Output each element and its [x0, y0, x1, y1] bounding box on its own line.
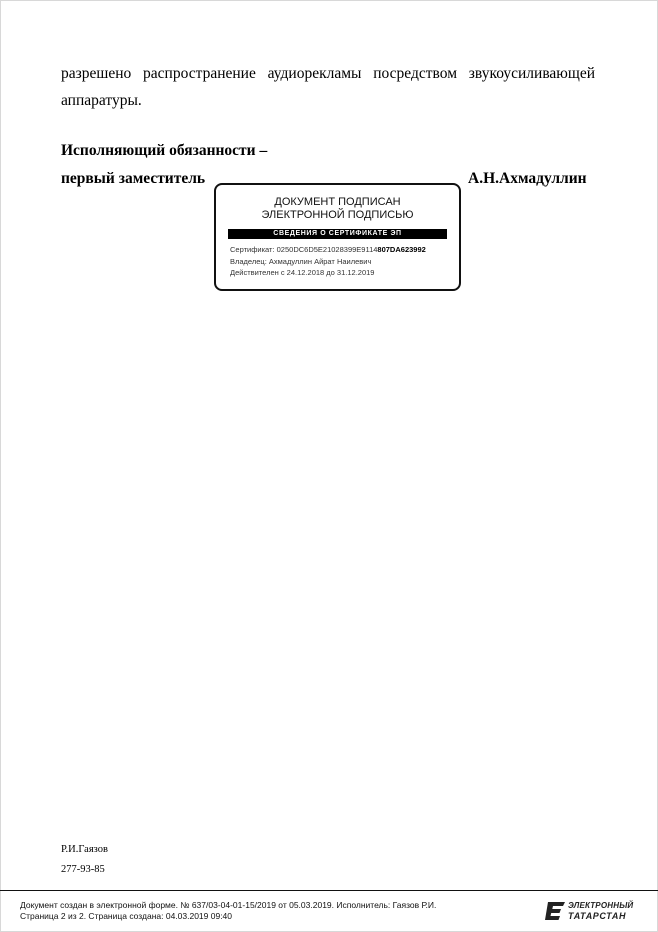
signatory-name: А.Н.Ахмадуллин [468, 170, 587, 187]
stamp-certificate-band: СВЕДЕНИЯ О СЕРТИФИКАТЕ ЭП [228, 229, 447, 239]
executor-block [61, 840, 108, 880]
stamp-validity: Действителен с 24.12.2018 до 31.12.2019 [230, 268, 375, 277]
footer-divider [0, 890, 658, 891]
logo-mark-icon [544, 901, 566, 921]
footer-text [20, 900, 436, 922]
logo-line-1: ЭЛЕКТРОННЫЙ [568, 901, 634, 910]
footer-line-1: Документ создан в электронной форме. № 637/03-04-01-15/2019 от 05.03.2019. Исполнитель: Гаязов Р.И. [20, 900, 437, 910]
body-paragraph [61, 60, 595, 114]
executor-phone: 277-93-85 [61, 864, 105, 875]
executor-name: Р.И.Гаязов [61, 844, 108, 855]
paragraph-line-2: аппаратуры. [61, 92, 142, 109]
electronic-tatarstan-logo [544, 899, 634, 923]
signatory-title-line-1: Исполняющий обязанности – [61, 142, 268, 159]
stamp-title-line-2: ЭЛЕКТРОННОЙ ПОДПИСЬЮ [261, 209, 414, 221]
paragraph-line-1: разрешено распространение аудиорекламы посредством звукоусиливающей [61, 65, 595, 82]
certificate-suffix: 807DA623992 [377, 245, 426, 254]
electronic-signature-stamp [214, 183, 461, 291]
stamp-title-line-1: ДОКУМЕНТ ПОДПИСАН [274, 196, 401, 208]
stamp-owner: Владелец: Ахмадуллин Айрат Наилевич [230, 257, 372, 266]
stamp-certificate-number [230, 245, 426, 255]
logo-line-2: ТАТАРСТАН [568, 911, 627, 921]
certificate-prefix: Сертификат: 0250DC6D5E21028399E9114 [230, 245, 378, 254]
signatory-title-line-2: первый заместитель [61, 170, 206, 187]
footer-line-2: Страница 2 из 2. Страница создана: 04.03.2019 09:40 [20, 911, 233, 921]
stamp-title [216, 196, 459, 222]
